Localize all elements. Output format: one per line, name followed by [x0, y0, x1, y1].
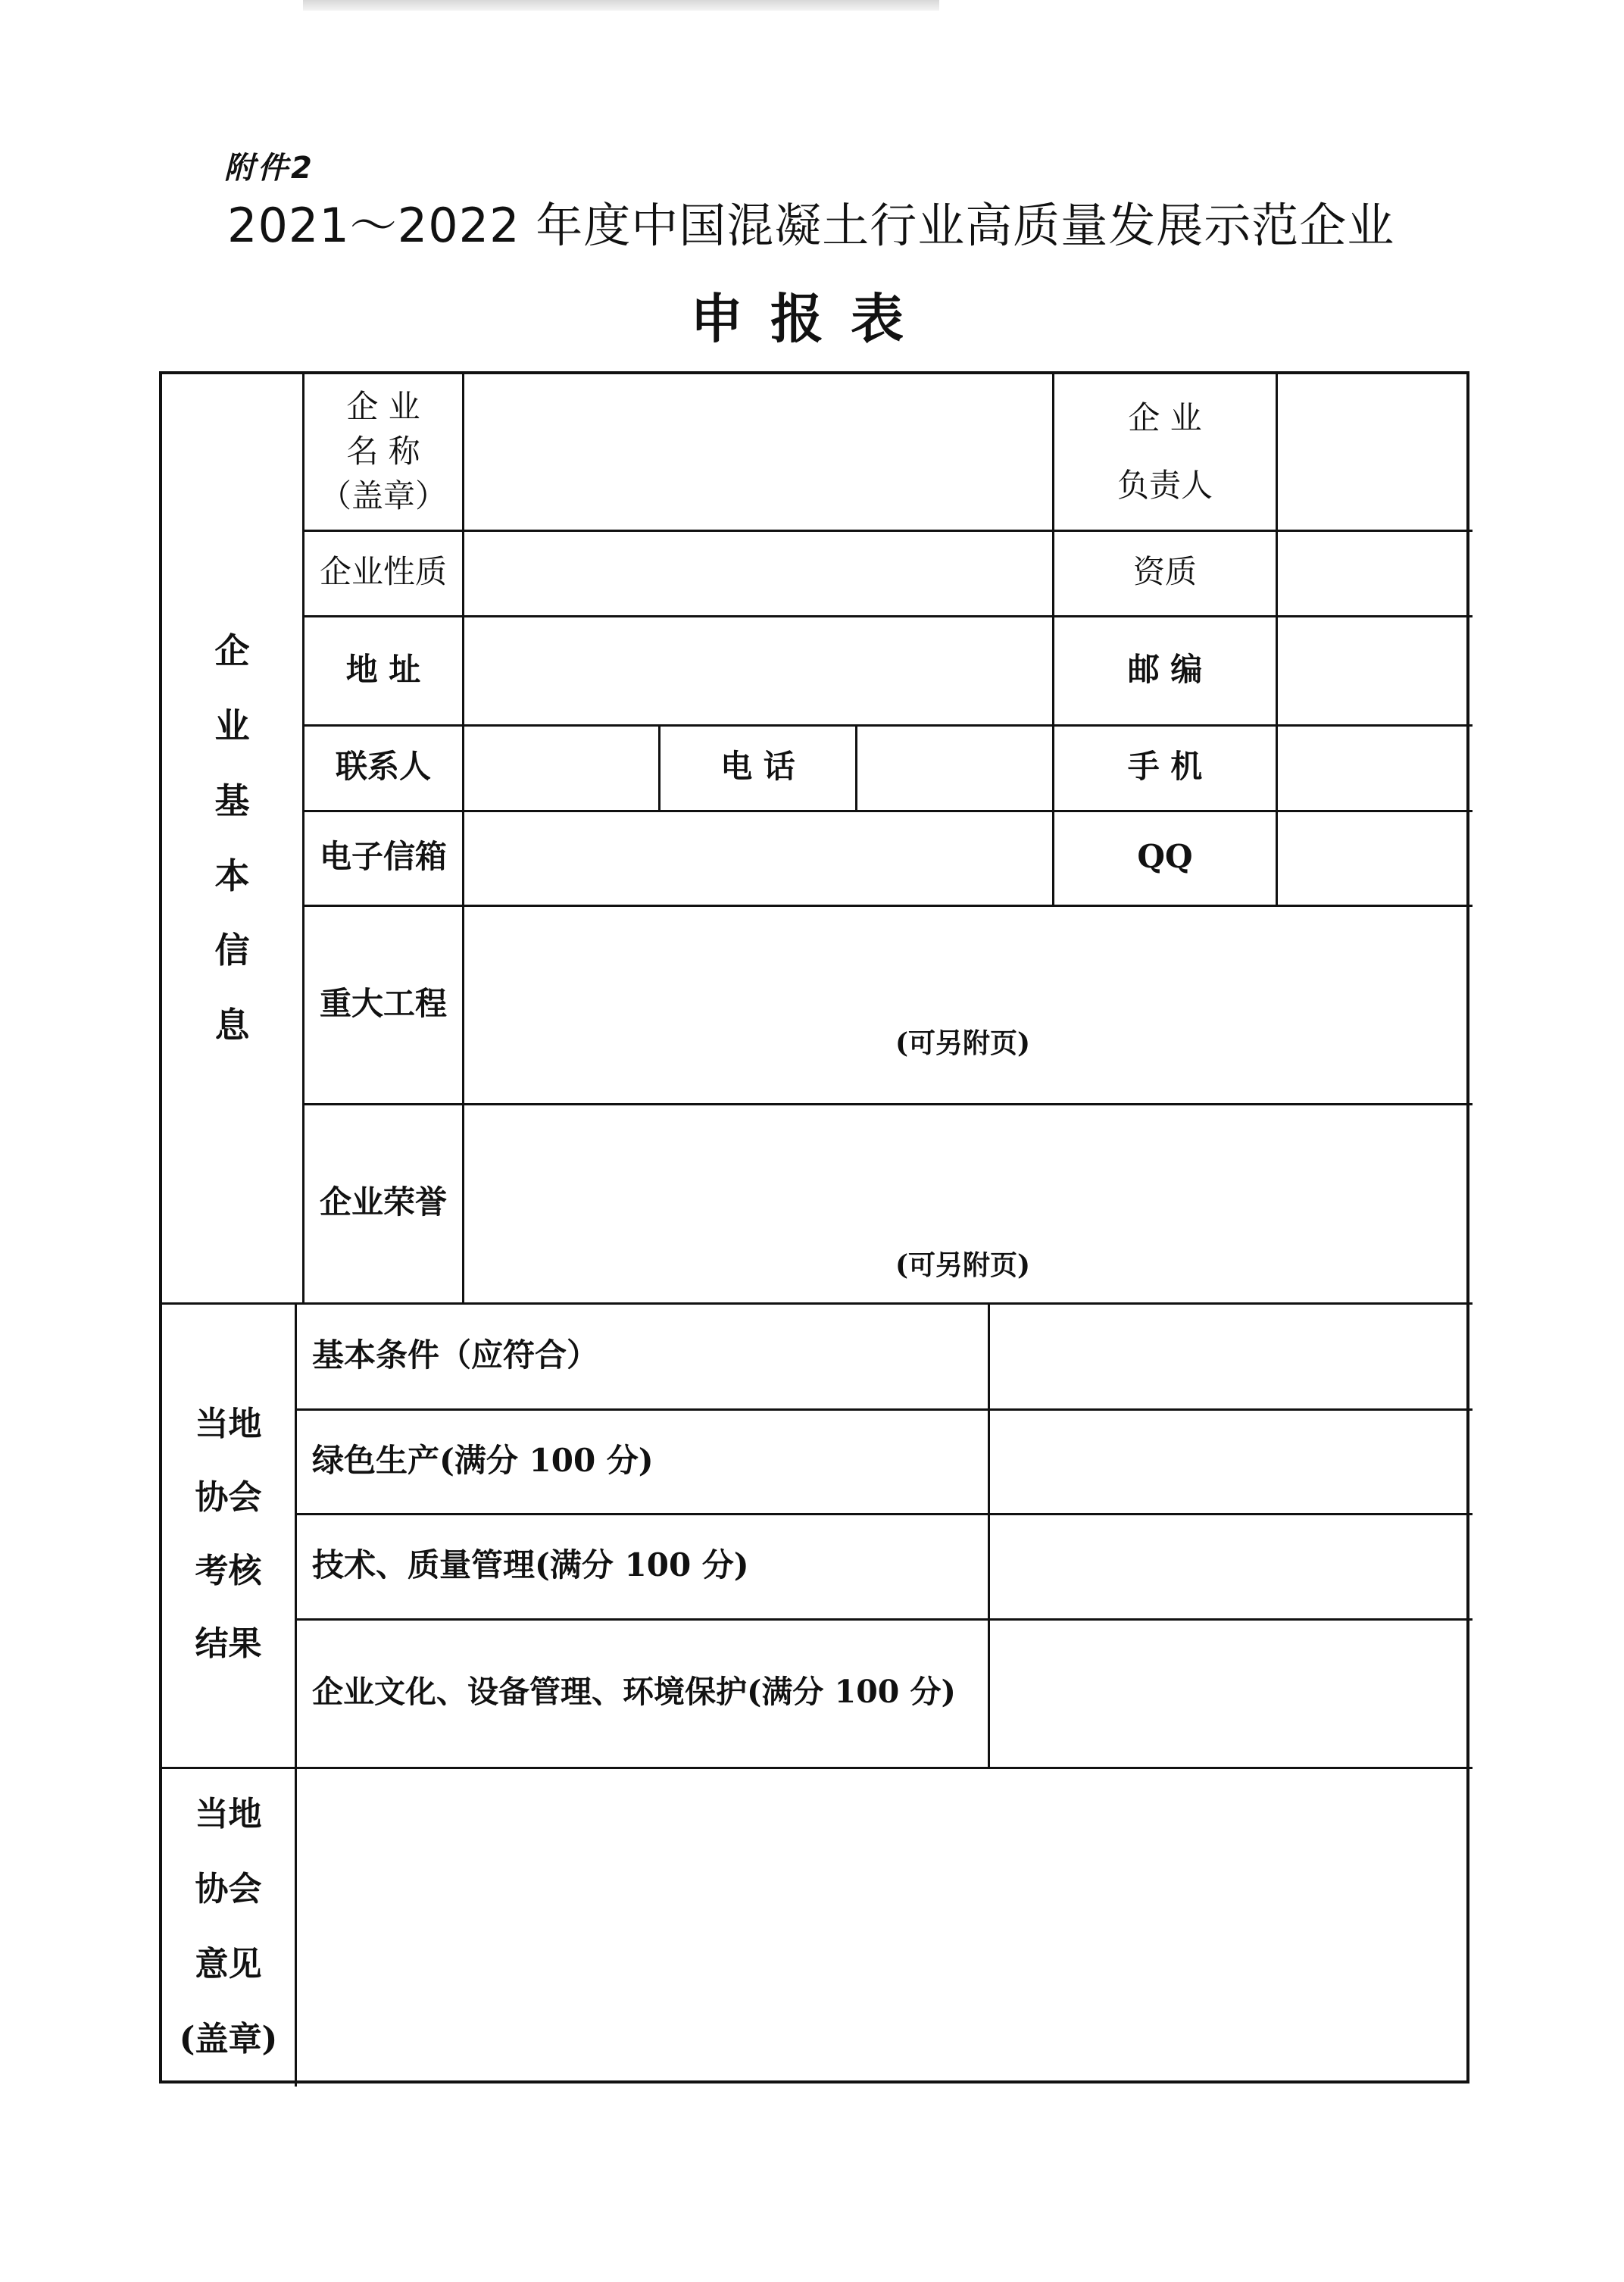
input-qq[interactable] — [1278, 810, 1473, 905]
label-postcode: 邮 编 — [1127, 650, 1203, 688]
label-company-name-line: （盖章） — [319, 477, 447, 514]
input-assessment-quality[interactable] — [990, 1513, 1473, 1618]
application-form — [159, 371, 1469, 2083]
section-assessment-line: 结果 — [195, 1624, 262, 1664]
input-contact[interactable] — [464, 724, 658, 810]
input-assessment-basic[interactable] — [990, 1302, 1473, 1408]
assessment-row-green: 绿色生产(满分 100 分) — [312, 1441, 654, 1479]
label-company-name-line: 名 称 — [346, 433, 420, 470]
section-opinion — [162, 1767, 295, 2087]
input-postcode[interactable] — [1278, 615, 1473, 724]
input-company-leader[interactable] — [1278, 374, 1473, 530]
label-qualification: 资质 — [1132, 553, 1197, 591]
attachment-label: 附件2 — [224, 151, 315, 186]
input-assessment-green[interactable] — [990, 1408, 1473, 1513]
honors-attach-note: (可另附页) — [895, 1249, 1031, 1281]
label-major-projects: 重大工程 — [319, 984, 447, 1022]
input-opinion[interactable] — [297, 1767, 1473, 2087]
input-mobile[interactable] — [1278, 724, 1473, 810]
section-assessment — [162, 1302, 295, 1767]
section-basic-info-char: 业 — [214, 705, 250, 746]
label-phone: 电 话 — [720, 748, 795, 786]
section-basic-info-char: 基 — [214, 780, 250, 821]
input-address[interactable] — [464, 615, 1052, 724]
input-company-name[interactable] — [464, 374, 1052, 530]
section-basic-info-char: 息 — [214, 1005, 250, 1046]
label-company-leader-line: 企 业 — [1128, 399, 1202, 437]
input-email[interactable] — [464, 810, 1052, 905]
section-assessment-line: 当地 — [195, 1404, 262, 1443]
assessment-row-basic: 基本条件（应符合） — [312, 1336, 599, 1374]
label-company-name — [304, 374, 462, 530]
section-opinion-line: 协会 — [195, 1870, 262, 1908]
document-subtitle: 申报表 — [690, 288, 931, 350]
input-assessment-culture[interactable] — [990, 1618, 1473, 1767]
input-company-nature[interactable] — [464, 530, 1052, 615]
input-major-projects[interactable] — [464, 905, 1473, 1103]
label-honors: 企业荣誉 — [319, 1183, 447, 1221]
input-phone[interactable] — [857, 724, 1052, 810]
section-assessment-line: 协会 — [195, 1477, 262, 1517]
assessment-row-quality: 技术、质量管理(满分 100 分) — [312, 1546, 749, 1584]
section-opinion-line: (盖章) — [179, 2020, 278, 2058]
label-contact: 联系人 — [335, 748, 431, 786]
section-basic-info-char: 企 — [214, 630, 250, 671]
section-opinion-line: 意见 — [195, 1945, 262, 1983]
document-title: 2021～2022 年度中国混凝土行业高质量发展示范企业 — [227, 198, 1395, 253]
assessment-row-culture: 企业文化、设备管理、环境保护(满分 100 分) — [312, 1674, 956, 1711]
section-basic-info — [162, 374, 302, 1302]
section-basic-info-char: 本 — [214, 855, 250, 896]
label-company-name-line: 企 业 — [346, 388, 420, 426]
label-qq: QQ — [1137, 838, 1193, 876]
label-company-nature: 企业性质 — [319, 553, 447, 591]
input-qualification[interactable] — [1278, 530, 1473, 615]
scan-edge — [303, 0, 939, 11]
label-address: 地 址 — [345, 650, 421, 688]
section-assessment-line: 考核 — [195, 1551, 262, 1590]
label-email: 电子信箱 — [319, 838, 447, 876]
section-basic-info-char: 信 — [214, 930, 250, 971]
major-projects-attach-note: (可另附页) — [895, 1027, 1031, 1059]
section-opinion-line: 当地 — [195, 1795, 262, 1833]
label-company-leader — [1054, 374, 1276, 530]
label-company-leader-line: 负责人 — [1116, 466, 1213, 504]
label-mobile: 手 机 — [1127, 748, 1203, 786]
